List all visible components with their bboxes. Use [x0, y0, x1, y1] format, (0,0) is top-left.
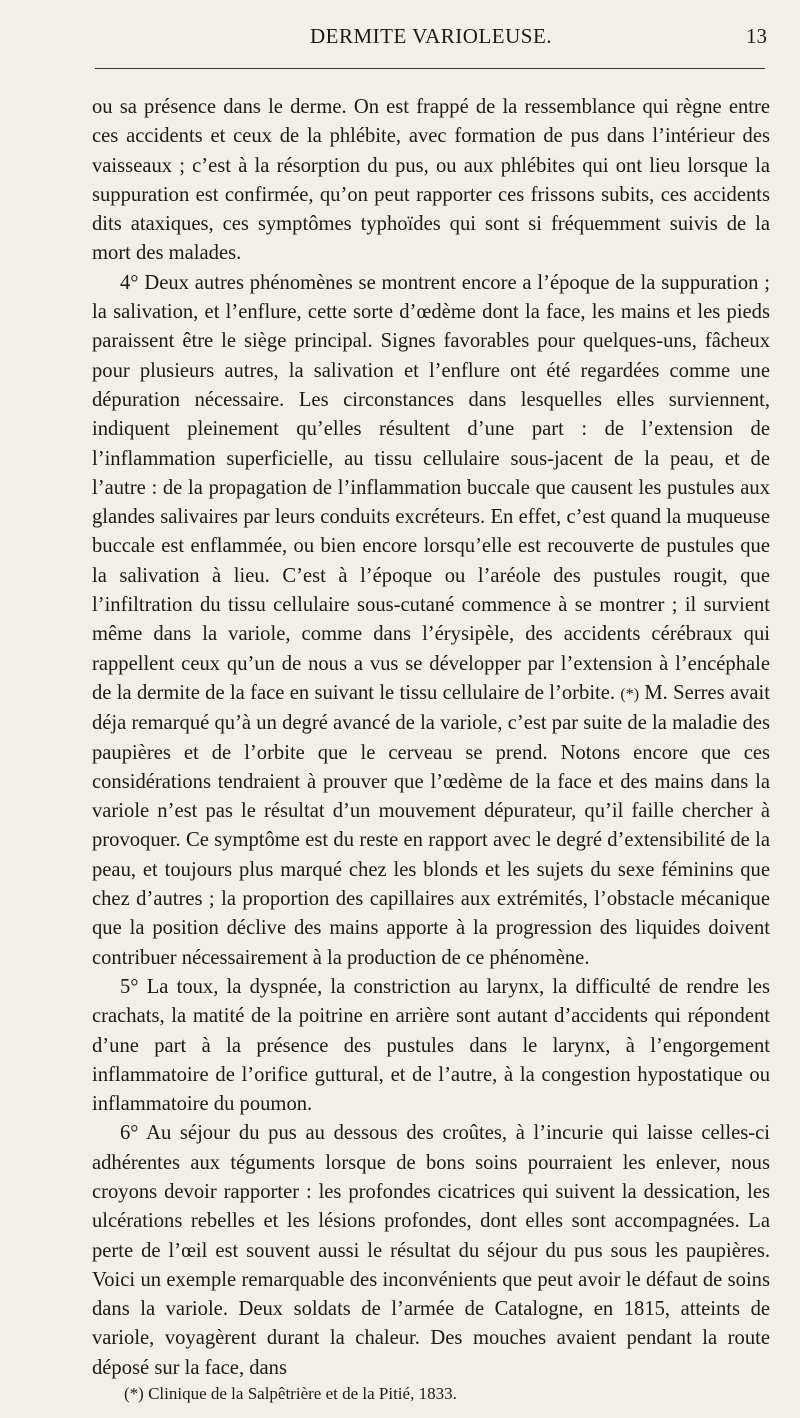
paragraph-5: 5° La toux, la dyspnée, la constriction au larynx, la difficulté de rendre les crachats, la matité de la poitrine en arrière sont autant d’accidents qui répondent d’une part à la présence des pustules dans le larynx, à l’engorgement inflammatoire de l’orifice guttural, et de l’autre, à la congestion hypostatique ou inflammatoire du poumon.: [92, 975, 770, 1116]
paragraph-4: [92, 269, 770, 973]
footnote: (*) Clinique de la Salpêtrière et de la Pitié, 1833.: [124, 1384, 457, 1403]
body-text: [92, 93, 770, 1383]
footnote-reference: (*): [620, 685, 640, 703]
header-rule: [95, 68, 765, 69]
paragraph-4-part-a: 4° Deux autres phénomènes se montrent encore a l’époque de la suppuration ; la salivation, et l’enflure, cette sorte d’œdème dont la face, les mains et les pieds paraissent être le siège principal. Signes favorables pour quelques-uns, fâcheux pour plusieurs autres, la salivation et l’enflure ont été regardées comme une dépuration nécessaire. Les circonstances dans lesquelles elles surviennent, indiquent pleinement qu’elles résultent d’une part : de l’extension de l’inflammation superficielle, au tissu cellulaire sous-jacent de la peau, et de l’autre : de la propagation de l’inflammation buccale que causent les pustules aux glandes salivaires par leurs conduits excréteurs. En effet, c’est quand la muqueuse buccale est enflammée, ou bien encore lorsqu’elle est recouverte de pustules que la salivation à lieu. C’est à l’époque ou l’aréole des pustules rougit, que l’infiltration du tissu cellulaire sous-cutané commence à se montrer ; il survient même dans la variole, comme dans l’érysipèle, des accidents cérébraux qui rappellent ceux qu’un de nous a vus se développer par l’extension à l’encéphale de la dermite de la face en suivant le tissu cellulaire de l’orbite.: [92, 271, 770, 704]
page-number: 13: [746, 24, 767, 48]
paragraph-continued: ou sa présence dans le derme. On est frappé de la ressemblance qui règne entre ces accidents et ceux de la phlébite, avec formation de pus dans l’intérieur des vaisseaux ; c’est à la résorption du pus, ou aux phlébites qui ont lieu lorsque la suppuration est confirmée, qu’on peut rapporter ces frissons subits, ces accidents dits ataxiques, ces symptômes typhoïdes qui sont si fréquemment suivis de la mort des malades.: [92, 96, 770, 265]
paragraph-4-part-b: M. Serres avait déja remarqué qu’à un degré avancé de la variole, c’est par suite de la maladie des paupières et de l’orbite que le cerveau se prend. Notons encore que ces considérations tendraient à prouver que l’œdème de la face et des mains dans la variole n’est pas le résultat d’un mouvement dépurateur, qu’il faille chercher à provoquer. Ce symptôme est du reste en rapport avec le degré d’extensibilité de la peau, et toujours plus marqué chez les blonds et les sujets du sexe féminins que chez d’autres ; la proportion des capillaires aux extrémités, l’obstacle mécanique que la position déclive des mains apporte à la progression des liquides doivent contribuer nécessairement à la production de ce phénomène.: [92, 681, 770, 969]
running-title: DERMITE VARIOLEUSE.: [309, 24, 553, 48]
page-header: [95, 20, 767, 60]
paragraph-6: 6° Au séjour du pus au dessous des croûtes, à l’incurie qui laisse celles-ci adhérentes aux téguments lorsque de bons soins pourraient les enlever, nous croyons devoir rapporter : les profondes cicatrices qui suivent la dessication, les ulcérations rebelles et les lésions profondes, dont elles sont accompagnées. La perte de l’œil est souvent aussi le résultat du séjour du pus sous les paupières. Voici un exemple remarquable des inconvénients que peut avoir le défaut de soins dans la variole. Deux soldats de l’armée de Catalogne, en 1815, atteints de variole, voyagèrent durant la chaleur. Des mouches avaient pendant la route déposé sur la face, dans: [92, 1122, 770, 1379]
